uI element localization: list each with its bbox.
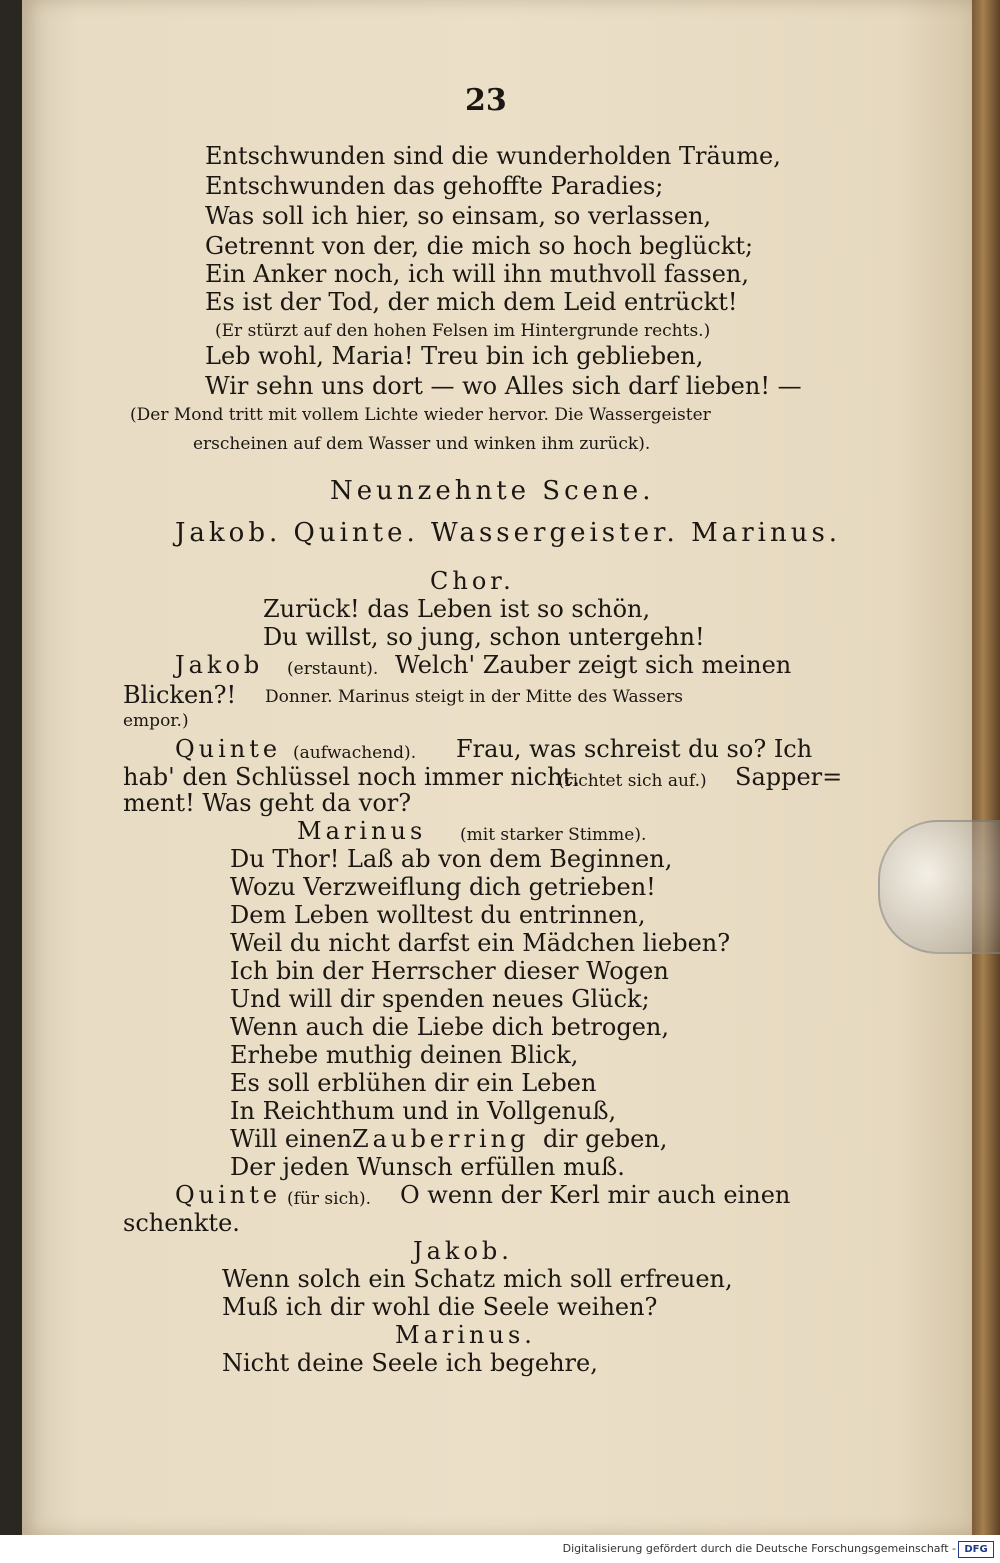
- verse-line: Leb wohl, Maria! Treu bin ich geblieben,: [205, 342, 704, 370]
- verse-line: Zauberring: [352, 1125, 530, 1153]
- verse-line: Entschwunden sind die wunderholden Träume,: [205, 142, 781, 170]
- prose-line: schenkte.: [123, 1209, 240, 1237]
- stage-direction: Donner. Marinus steigt in der Mitte des Wassers: [265, 687, 683, 707]
- verse-line: Der jeden Wunsch erfüllen muß.: [230, 1153, 625, 1181]
- speaker-name: Marinus: [297, 817, 427, 845]
- verse-line: Ein Anker noch, ich will ihn muthvoll fassen,: [205, 260, 750, 288]
- prose-line: Blicken?!: [123, 681, 237, 709]
- prose-line: O wenn der Kerl mir auch einen: [400, 1181, 791, 1209]
- verse-line: Getrennt von der, die mich so hoch beglückt;: [205, 232, 754, 260]
- prose-line: hab' den Schlüssel noch immer nicht.: [123, 763, 580, 791]
- verse-line: Du willst, so jung, schon untergehn!: [263, 623, 705, 651]
- page-number: 23: [465, 83, 507, 118]
- verse-line: Dem Leben wolltest du entrinnen,: [230, 901, 646, 929]
- prose-line: Welch' Zauber zeigt sich meinen: [395, 651, 792, 679]
- prose-line: Sapper=: [735, 763, 843, 791]
- stage-direction: (mit starker Stimme).: [460, 825, 647, 845]
- stage-direction: erscheinen auf dem Wasser und winken ihm zurück).: [193, 434, 651, 454]
- scene-heading: Neunzehnte Scene.: [330, 476, 655, 506]
- verse-line: Du Thor! Laß ab von dem Beginnen,: [230, 845, 673, 873]
- verse-line: Wenn solch ein Schatz mich soll erfreuen,: [222, 1265, 733, 1293]
- stage-direction: (für sich).: [287, 1189, 372, 1209]
- speaker-name: Quinte: [175, 735, 282, 763]
- stage-direction: (erstaunt).: [287, 659, 379, 679]
- stage-direction: empor.): [123, 711, 189, 731]
- dfg-logo: DFG: [958, 1541, 994, 1558]
- speaker-heading: Chor.: [430, 567, 515, 595]
- verse-line: Wir sehn uns dort — wo Alles sich darf lieben! —: [205, 372, 802, 400]
- speaker-heading: Marinus.: [395, 1321, 536, 1349]
- verse-line: Zurück! das Leben ist so schön,: [263, 595, 651, 623]
- verse-line: Wenn auch die Liebe dich betrogen,: [230, 1013, 669, 1041]
- stage-direction: (Der Mond tritt mit vollem Lichte wieder hervor. Die Wassergeister: [130, 405, 711, 425]
- stage-direction: (aufwachend).: [293, 743, 417, 763]
- verse-line: Entschwunden das gehoffte Paradies;: [205, 172, 664, 200]
- verse-line: Will einen: [230, 1125, 352, 1153]
- page-edge: [972, 0, 1000, 1535]
- verse-line: Und will dir spenden neues Glück;: [230, 985, 650, 1013]
- prose-line: ment! Was geht da vor?: [123, 789, 412, 817]
- cast-list: Jakob. Quinte. Wassergeister. Marinus.: [175, 518, 842, 548]
- verse-line: Ich bin der Herrscher dieser Wogen: [230, 957, 669, 985]
- verse-line: Was soll ich hier, so einsam, so verlassen,: [205, 202, 712, 230]
- verse-line: Muß ich dir wohl die Seele weihen?: [222, 1293, 658, 1321]
- speaker-name: Quinte: [175, 1181, 282, 1209]
- verse-line: Wozu Verzweiflung dich getrieben!: [230, 873, 656, 901]
- verse-line: Weil du nicht darfst ein Mädchen lieben?: [230, 929, 731, 957]
- prose-line: Frau, was schreist du so? Ich: [456, 735, 813, 763]
- page-clip: [878, 820, 1000, 954]
- verse-line: Erhebe muthig deinen Blick,: [230, 1041, 579, 1069]
- verse-line: dir geben,: [543, 1125, 668, 1153]
- verse-line: In Reichthum und in Vollgenuß,: [230, 1097, 617, 1125]
- stage-direction: (Er stürzt auf den hohen Felsen im Hintergrunde rechts.): [215, 321, 711, 341]
- speaker-heading: Jakob.: [413, 1237, 513, 1265]
- verse-line: Es soll erblühen dir ein Leben: [230, 1069, 597, 1097]
- verse-line: Es ist der Tod, der mich dem Leid entrückt!: [205, 288, 738, 316]
- speaker-name: Jakob: [175, 651, 264, 679]
- verse-line: Nicht deine Seele ich begehre,: [222, 1349, 598, 1377]
- footer-credit: Digitalisierung gefördert durch die Deutsche Forschungsgemeinschaft -: [562, 1542, 956, 1555]
- stage-direction: (richtet sich auf.): [558, 771, 707, 791]
